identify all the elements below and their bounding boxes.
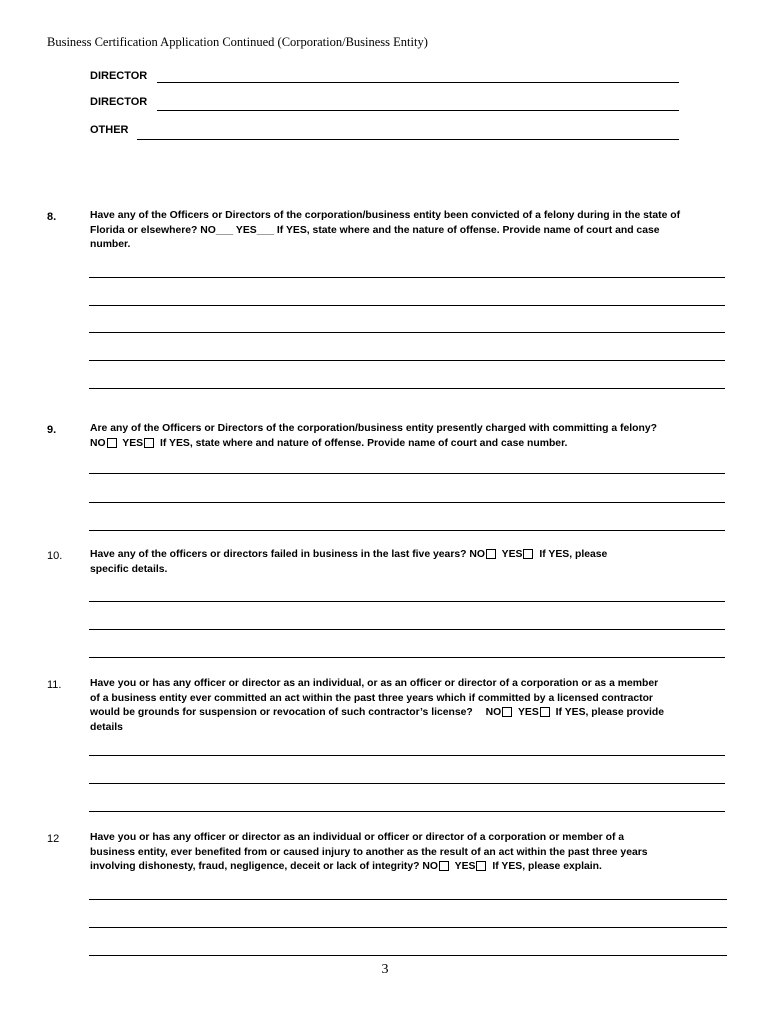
question-12-no-checkbox[interactable] [439,861,449,871]
question-12-line-3 [90,860,648,875]
director-field-1[interactable] [157,82,679,83]
question-11-no-label: NO [485,707,502,718]
question-11-instructions: If YES, please provide [555,707,665,718]
question-11-text [90,677,664,735]
answer-line-q8-1[interactable] [89,277,725,278]
director-label-1: DIRECTOR [90,70,148,82]
answer-line-q8-5[interactable] [89,388,725,389]
answer-line-q10-2[interactable] [89,629,725,630]
question-12-yes-checkbox[interactable] [476,861,486,871]
question-11-yes-checkbox[interactable] [540,707,550,717]
answer-line-q9-2[interactable] [89,502,725,503]
answer-line-q12-1[interactable] [89,899,727,900]
answer-line-q8-2[interactable] [89,305,725,306]
question-9-text [90,422,657,451]
question-12-number: 12 [47,833,60,845]
question-10-line-1 [90,548,607,563]
question-9-no-label: NO [90,437,106,449]
question-10-yes-checkbox[interactable] [523,549,533,559]
question-8-number: 8. [47,211,57,223]
answer-line-q11-3[interactable] [89,811,725,812]
answer-line-q10-1[interactable] [89,601,725,602]
question-8-text [90,209,680,253]
question-12-instructions: If YES, please explain. [492,861,602,872]
answer-line-q11-2[interactable] [89,783,725,784]
question-12-question-end: involving dishonesty, fraud, negligence, deceit or lack of integrity? NO [90,861,438,872]
other-label: OTHER [90,124,129,136]
question-9-line-1: Are any of the Officers or Directors of the corporation/business entity presently charged with committing a felony? [90,423,657,434]
question-9-no-checkbox[interactable] [107,438,117,448]
answer-line-q12-2[interactable] [89,927,727,928]
director-field-2[interactable] [157,110,679,111]
question-12-text [90,831,648,875]
question-8-line-2: Florida or elsewhere? NO___ YES___ If YES, state where and the nature of offense. Provide name of court and case [90,224,660,236]
question-8-line-3: number. [90,239,131,250]
question-11-line-1: Have you or has any officer or director as an individual, or as an officer or director of a corporation or as a member [90,678,659,689]
question-11-number: 11. [47,679,62,691]
answer-line-q9-3[interactable] [89,530,725,531]
question-11-line-3 [90,706,664,721]
question-12-line-1: Have you or has any officer or director as an individual or officer or director of a corporation or member of a [90,832,625,843]
question-11-line-4: details [90,721,123,733]
answer-line-q9-1[interactable] [89,473,725,474]
page-header: Business Certification Application Continued (Corporation/Business Entity) [47,35,428,49]
question-9-number: 9. [47,424,57,436]
answer-line-q8-3[interactable] [89,332,725,333]
question-10-instructions: If YES, please [539,549,608,560]
answer-line-q10-3[interactable] [89,657,725,658]
question-10-text [90,548,607,577]
question-8-line-1: Have any of the Officers or Directors of the corporation/business entity been convicted of a felony during in the state of [90,210,681,221]
question-10-yes-label: YES [501,549,523,560]
question-9-yes-label: YES [122,437,144,449]
question-9-line-2 [90,437,657,452]
answer-line-q11-1[interactable] [89,755,725,756]
question-12-line-2: business entity, ever benefited from or caused injury to another as the result of an act within the past three years [90,846,648,858]
question-11-yes-label: YES [517,707,539,718]
question-10-line-2: specific details. [90,563,168,575]
question-11-question-end: would be grounds for suspension or revocation of such contractor’s license? [90,707,473,718]
question-11-no-checkbox[interactable] [502,707,512,717]
question-12-yes-label: YES [454,861,476,872]
question-10-number: 10. [47,550,63,562]
other-field[interactable] [137,139,679,140]
question-11-line-2: of a business entity ever committed an act within the past three years which if committed by a licensed contractor [90,692,653,704]
answer-line-q8-4[interactable] [89,360,725,361]
page-number: 3 [381,962,389,977]
director-label-2: DIRECTOR [90,96,148,108]
question-10-question: Have any of the officers or directors failed in business in the last five years? NO [90,549,485,560]
question-10-no-checkbox[interactable] [486,549,496,559]
question-9-yes-checkbox[interactable] [144,438,154,448]
question-9-instructions: If YES, state where and nature of offense. Provide name of court and case number. [159,437,568,449]
answer-line-q12-3[interactable] [89,955,727,956]
